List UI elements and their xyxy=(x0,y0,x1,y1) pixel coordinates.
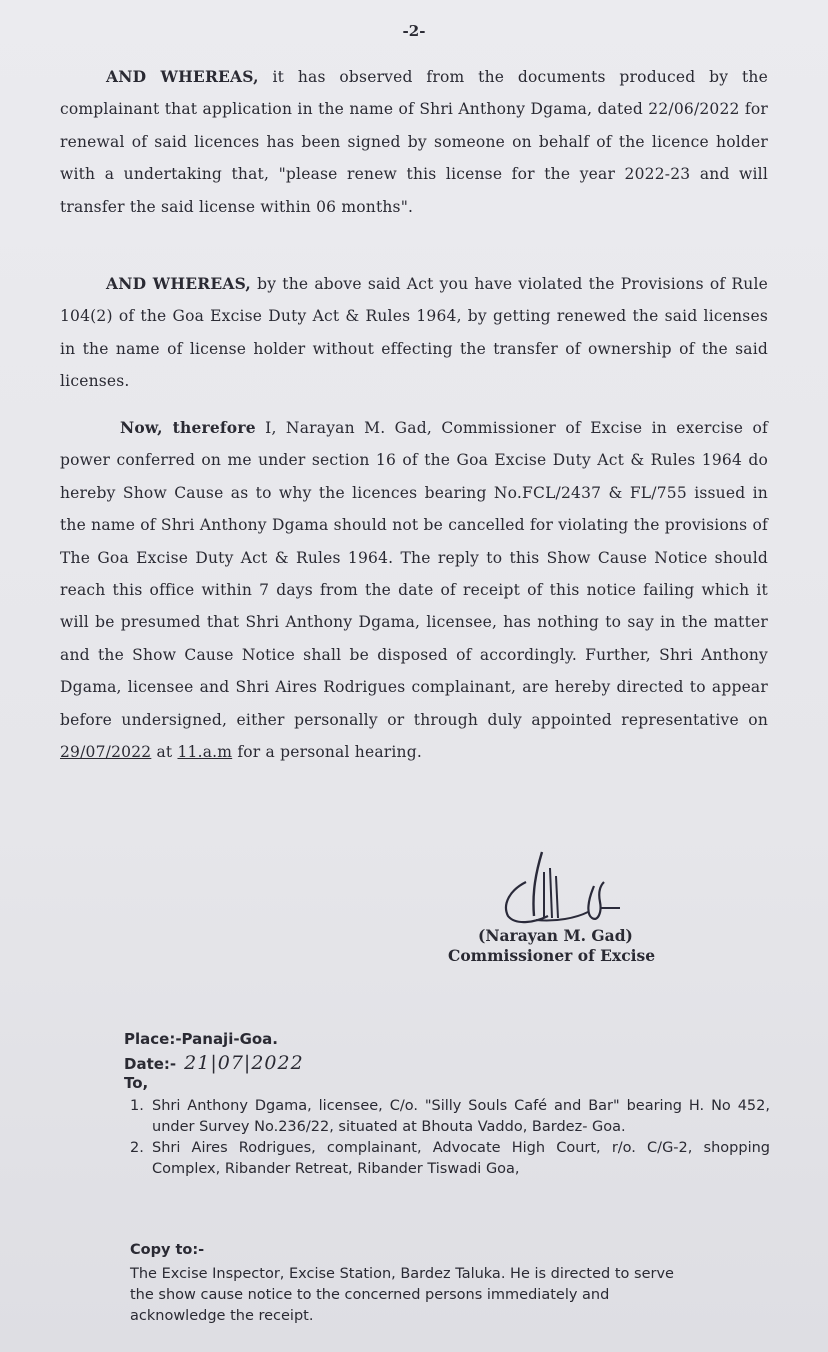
recipient-list xyxy=(130,1096,770,1180)
list-item-text: Shri Anthony Dgama, licensee, C/o. "Silly Souls Café and Bar" bearing H. No 452, under Survey No.236/22, situated at Bhouta Vaddo, Bardez- Goa. xyxy=(152,1098,770,1135)
paragraph-text: for a personal hearing. xyxy=(232,743,422,762)
place-line: Place:-Panaji-Goa. xyxy=(124,1030,279,1048)
list-item xyxy=(130,1138,770,1180)
list-item-text: Shri Aires Rodrigues, complainant, Advocate High Court, r/o. C/G-2, shopping Complex, Ribander Retreat, Ribander Tiswadi Goa, xyxy=(152,1140,770,1177)
paragraph-lead: Now, therefore xyxy=(120,418,256,437)
hearing-date: 29/07/2022 xyxy=(60,743,152,762)
signatory-title: Commissioner of Excise xyxy=(448,946,656,965)
paragraph-text: at xyxy=(151,743,178,762)
copy-to-text: The Excise Inspector, Excise Station, Bardez Taluka. He is directed to serve the show cause notice to the concerned persons immediately and acknowledge the receipt. xyxy=(130,1266,674,1324)
paragraph-lead: AND WHEREAS, xyxy=(106,67,259,86)
date-line xyxy=(124,1052,304,1074)
handwritten-date: 21|07|2022 xyxy=(184,1052,304,1074)
paragraph-text: by the above said Act you have violated the Provisions of Rule 104(2) of the Goa Excise Duty Act & Rules 1964, by getting renewed the said licenses in the name of license holder without effecting the transfer of ownership of the said licenses. xyxy=(60,275,768,391)
paragraph-lead: AND WHEREAS, xyxy=(106,274,252,293)
hearing-time: 11.a.m xyxy=(177,743,233,762)
paragraph-whereas-1 xyxy=(60,61,768,223)
paragraph-text: I, Narayan M. Gad, Commissioner of Excise in exercise of power conferred on me under section 16 of the Goa Excise Duty Act & Rules 1964 do hereby Show Cause as to why the licences bearing No.FCL/2437 & FL/755 issued in the name of Shri Anthony Dgama should not be cancelled for violating the provisions of The Goa Excise Duty Act & Rules 1964. The reply to this Show Cause Notice should reach this office within 7 days from the date of receipt of this notice failing which it will be presumed that Shri Anthony Dgama, licensee, has nothing to say in the matter and the Show Cause Notice shall be disposed of accordingly. Further, Shri Anthony Dgama, licensee and Shri Aires Rodrigues complainant, are hereby directed to appear before undersigned, either personally or through duly appointed representative on xyxy=(60,419,768,729)
paragraph-text: it has observed from the documents produced by the complainant that application in the name of Shri Anthony Dgama, dated 22/06/2022 for renewal of said licences has been signed by someone on behalf of the licence holder with a undertaking that, "please renew this license for the year 2022-23 and will transfer the said license within 06 months". xyxy=(60,68,768,216)
date-label: Date:- xyxy=(124,1055,177,1073)
page-number: -2- xyxy=(402,22,426,40)
signature-icon xyxy=(496,842,636,932)
list-item-number: 1. xyxy=(130,1098,144,1114)
copy-to-label: Copy to:- xyxy=(130,1242,205,1258)
paragraph-now-therefore xyxy=(60,412,768,768)
paragraph-whereas-2 xyxy=(60,268,768,398)
list-item-number: 2. xyxy=(130,1140,144,1156)
list-item xyxy=(130,1096,770,1138)
to-label: To, xyxy=(124,1074,149,1092)
signatory-name: (Narayan M. Gad) xyxy=(478,926,633,945)
